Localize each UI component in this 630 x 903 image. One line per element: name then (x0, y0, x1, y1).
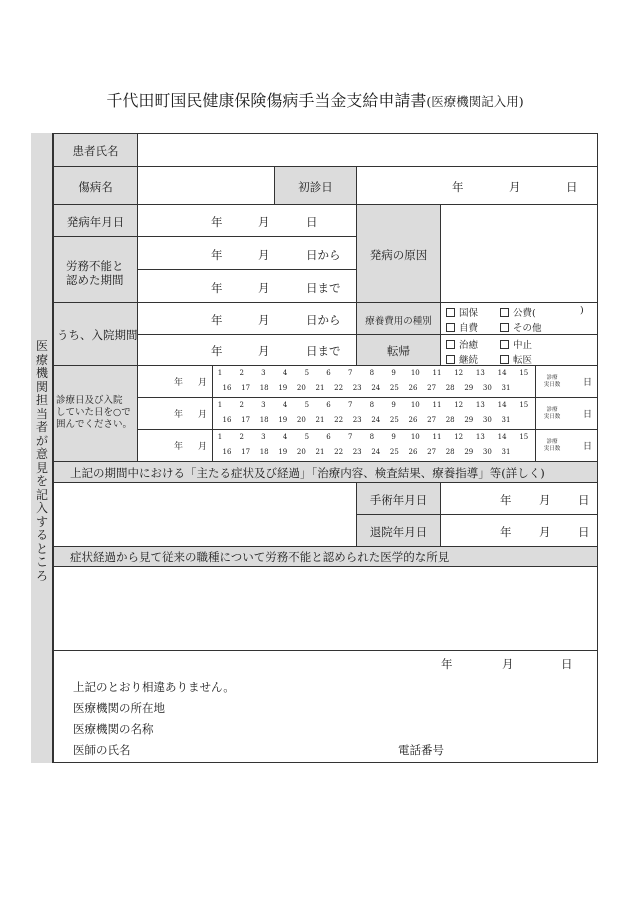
cost-option-sonota[interactable] (500, 320, 542, 334)
calendar-day[interactable]: 16 (222, 416, 232, 424)
visit-note-1: 診療日及び入院 (56, 395, 123, 406)
calendar-total-label-2: 実日数 (543, 446, 561, 452)
hosp-to-day: 日まで (306, 344, 341, 358)
outcome-tenni-label: 転医 (513, 355, 533, 366)
outcome-label: 転帰 (387, 344, 410, 358)
calendar-day[interactable]: 5 (304, 369, 310, 377)
calendar-day[interactable]: 4 (282, 369, 288, 377)
calendar-day[interactable]: 10 (410, 369, 420, 377)
side-label-char: が (35, 433, 48, 448)
outcome-chiyu-label: 治癒 (459, 340, 479, 351)
first-visit-year: 年 (452, 180, 464, 194)
surgery-date-label: 手術年月日 (369, 493, 428, 507)
calendar-day[interactable]: 30 (482, 416, 492, 424)
calendar-day[interactable]: 8 (369, 401, 375, 409)
cost-option-kouhi[interactable] (500, 305, 536, 319)
phone-label: 電話番号 (398, 743, 444, 757)
calendar-day[interactable]: 29 (464, 448, 474, 456)
calendar-year: 年 (174, 410, 184, 420)
calendar-day[interactable]: 28 (445, 448, 455, 456)
calendar-day[interactable]: 2 (239, 433, 244, 441)
calendar-day[interactable]: 17 (241, 448, 251, 456)
calendar-day[interactable]: 1 (217, 369, 223, 377)
side-label-char: 担 (35, 393, 48, 407)
calendar-year: 年 (174, 378, 184, 388)
calendar-day[interactable]: 29 (464, 384, 474, 392)
calendar-day[interactable]: 17 (241, 384, 251, 392)
cause-field[interactable] (440, 204, 598, 303)
title-main: 千代田町国民健康保険傷病手当金支給申請書 (106, 91, 427, 110)
calendar-day[interactable]: 11 (432, 369, 442, 377)
calendar-day[interactable]: 18 (259, 448, 269, 456)
findings-field[interactable] (53, 566, 598, 651)
onset-year: 年 (211, 215, 223, 229)
calendar-day[interactable]: 1 (217, 433, 223, 441)
calendar-day[interactable]: 3 (261, 401, 266, 409)
outcome-option-chiyu[interactable] (446, 337, 478, 351)
title-sub: (医療機関記入用) (426, 94, 524, 109)
calendar-total-label-2: 実日数 (543, 382, 561, 388)
visit-note-2: していた日を○で (56, 407, 131, 418)
page-title (0, 88, 630, 111)
onset-day: 日 (306, 215, 318, 229)
hosp-to-month: 月 (258, 344, 270, 358)
incapacity-to-day: 日まで (306, 281, 341, 295)
sign-month: 月 (502, 657, 514, 671)
calendar-day[interactable]: 4 (282, 433, 288, 441)
calendar-day[interactable]: 6 (326, 369, 331, 377)
calendar-total-label-1: 診療 (546, 375, 558, 381)
calendar-day[interactable]: 7 (347, 369, 353, 377)
onset-date-field[interactable] (137, 204, 357, 237)
cost-type-label: 療養費用の種別 (365, 316, 432, 327)
cost-jihi-label: 自費 (459, 323, 479, 334)
calendar-day[interactable]: 20 (296, 448, 306, 456)
calendar-day[interactable]: 19 (278, 416, 288, 424)
calendar-day[interactable]: 27 (427, 416, 437, 424)
calendar-day[interactable]: 3 (261, 369, 266, 377)
clinic-address-label: 医療機関の所在地 (73, 701, 165, 715)
calendar-day[interactable]: 30 (482, 384, 492, 392)
calendar-day[interactable]: 4 (282, 401, 288, 409)
calendar-day[interactable]: 21 (315, 416, 325, 424)
findings-heading: 症状経過から見て従来の職種について労務不能と認められた医学的な所見 (70, 550, 450, 564)
side-label-char: す (35, 514, 48, 529)
checkbox-icon (446, 355, 455, 364)
calendar-day[interactable]: 28 (445, 416, 455, 424)
calendar-day[interactable]: 8 (369, 369, 375, 377)
calendar-day[interactable]: 26 (408, 448, 418, 456)
calendar-month: 月 (198, 410, 208, 420)
incapacity-label-2: 認めた期間 (66, 273, 124, 287)
calendar-day[interactable]: 6 (326, 401, 331, 409)
calendar-day[interactable]: 12 (454, 369, 464, 377)
calendar-day[interactable]: 9 (391, 433, 396, 441)
side-label-char: こ (35, 555, 48, 569)
calendar-day[interactable]: 9 (391, 369, 396, 377)
first-visit-field[interactable] (356, 166, 598, 205)
checkbox-icon (446, 340, 455, 349)
checkbox-icon (500, 340, 509, 349)
outcome-keizoku-label: 継続 (459, 355, 479, 366)
first-visit-label: 初診日 (298, 180, 333, 194)
calendar-day[interactable]: 31 (501, 384, 511, 392)
visit-note-3: 囲んでください。 (56, 419, 133, 430)
calendar-day[interactable]: 22 (334, 448, 344, 456)
calendar-day[interactable]: 14 (497, 401, 507, 409)
calendar-day[interactable]: 22 (334, 384, 344, 392)
calendar-day[interactable]: 26 (408, 416, 418, 424)
certify-text: 上記のとおり相違ありません。 (73, 680, 235, 694)
calendar-day[interactable]: 27 (427, 384, 437, 392)
surgery-year: 年 (500, 493, 512, 507)
calendar-day[interactable]: 21 (315, 448, 325, 456)
incapacity-from-month: 月 (258, 248, 270, 262)
patient-name-label: 患者氏名 (72, 144, 119, 158)
calendar-total-unit: 日 (583, 378, 593, 388)
calendar-day[interactable]: 15 (519, 401, 529, 409)
calendar-day[interactable]: 6 (326, 433, 331, 441)
side-label-char: ろ (35, 568, 48, 583)
discharge-year: 年 (500, 525, 512, 539)
sign-year: 年 (441, 657, 453, 671)
side-label-char: 療 (35, 352, 48, 367)
calendar-day[interactable]: 5 (304, 433, 310, 441)
incapacity-from-year: 年 (211, 248, 223, 262)
calendar-day[interactable]: 31 (501, 416, 511, 424)
calendar-day[interactable]: 19 (278, 384, 288, 392)
side-label-char: 見 (35, 460, 48, 475)
hosp-to-year: 年 (211, 344, 223, 358)
outcome-option-keizoku[interactable] (446, 352, 478, 366)
side-label-char: 機 (35, 366, 48, 380)
checkbox-icon (500, 323, 509, 332)
incapacity-to-month: 月 (258, 281, 270, 295)
calendar-day[interactable]: 9 (391, 401, 396, 409)
calendar-day[interactable]: 11 (432, 401, 442, 409)
calendar-month: 月 (198, 378, 208, 388)
side-label-char: 関 (35, 379, 48, 394)
onset-date-label: 発病年月日 (66, 215, 125, 229)
calendar-day[interactable]: 12 (454, 401, 464, 409)
calendar-day[interactable]: 25 (389, 384, 399, 392)
checkbox-icon (500, 355, 509, 364)
calendar-day[interactable]: 18 (259, 416, 269, 424)
calendar-day[interactable]: 2 (239, 401, 244, 409)
calendar-day[interactable]: 27 (427, 448, 437, 456)
hosp-from-month: 月 (258, 313, 270, 327)
calendar-day[interactable]: 21 (315, 384, 325, 392)
cost-option-kokuho[interactable] (446, 305, 478, 319)
discharge-date-field[interactable] (440, 514, 598, 547)
calendar-day[interactable]: 16 (222, 448, 232, 456)
calendar-day[interactable]: 24 (371, 448, 381, 456)
calendar-day[interactable]: 24 (371, 384, 381, 392)
calendar-day[interactable]: 10 (410, 401, 420, 409)
cost-option-jihi[interactable] (446, 320, 478, 334)
surgery-month: 月 (539, 493, 551, 507)
calendar-day[interactable]: 26 (408, 384, 418, 392)
incapacity-from-day: 日から (306, 248, 341, 262)
calendar-day[interactable]: 23 (352, 448, 362, 456)
calendar-day[interactable]: 13 (475, 433, 485, 441)
side-label-char: 意 (35, 447, 48, 461)
calendar-day[interactable]: 22 (334, 416, 344, 424)
checkbox-icon (500, 308, 509, 317)
calendar-day[interactable]: 15 (519, 369, 529, 377)
side-label-char: 医 (35, 339, 48, 353)
calendar-day[interactable]: 23 (352, 384, 362, 392)
calendar-day[interactable]: 16 (222, 384, 232, 392)
calendar-day[interactable]: 31 (501, 448, 511, 456)
side-label-char: を (35, 474, 48, 488)
side-label-char: 当 (35, 406, 48, 421)
hosp-from-year: 年 (211, 313, 223, 327)
calendar-day[interactable]: 14 (497, 369, 507, 377)
calendar-year: 年 (174, 442, 184, 452)
calendar-day[interactable]: 17 (241, 416, 251, 424)
cost-sonota-label: その他 (513, 323, 542, 334)
cost-kouhi-label: 公費( (513, 308, 536, 319)
doctor-name-label: 医師の氏名 (73, 743, 131, 757)
side-label-char: と (35, 541, 48, 556)
calendar-day[interactable]: 5 (304, 401, 310, 409)
calendar-day[interactable]: 29 (464, 416, 474, 424)
calendar-day[interactable]: 11 (432, 433, 442, 441)
disease-name-label: 傷病名 (78, 180, 113, 194)
onset-month: 月 (258, 215, 270, 229)
discharge-month: 月 (539, 525, 551, 539)
calendar-day[interactable]: 13 (475, 401, 485, 409)
calendar-day[interactable]: 7 (347, 401, 353, 409)
discharge-day: 日 (578, 525, 590, 539)
calendar-day[interactable]: 23 (352, 416, 362, 424)
calendar-day[interactable]: 18 (259, 384, 269, 392)
calendar-total-label-1: 診療 (546, 439, 558, 445)
disease-name-field[interactable] (137, 166, 275, 205)
calendar-day[interactable]: 25 (389, 448, 399, 456)
surgery-date-field[interactable] (440, 482, 598, 515)
side-label-char: 者 (35, 420, 48, 434)
clinic-name-label: 医療機関の名称 (73, 722, 154, 736)
calendar-day[interactable]: 15 (519, 433, 529, 441)
side-label-char: 記 (35, 487, 48, 502)
hosp-from-day: 日から (306, 313, 341, 327)
checkbox-icon (446, 323, 455, 332)
side-label-char: 入 (35, 501, 48, 515)
hospitalization-label: うち、入院期間 (57, 328, 138, 342)
calendar-day[interactable]: 10 (410, 433, 420, 441)
course-heading: 上記の期間中における「主たる症状及び経過」「治療内容、検査結果、療養指導」等(詳しく) (70, 466, 545, 480)
calendar-day[interactable]: 13 (475, 369, 485, 377)
outcome-option-chushi[interactable] (500, 337, 532, 351)
calendar-day[interactable]: 28 (445, 384, 455, 392)
course-field[interactable] (53, 482, 357, 547)
outcome-option-tenni[interactable] (500, 352, 532, 366)
cost-kouhi-close: ) (580, 305, 584, 316)
discharge-date-label: 退院年月日 (369, 525, 428, 539)
outcome-chushi-label: 中止 (513, 340, 533, 351)
calendar-day[interactable]: 20 (296, 416, 306, 424)
calendar-day[interactable]: 24 (371, 416, 381, 424)
calendar-total-unit: 日 (583, 410, 593, 420)
surgery-day: 日 (578, 493, 590, 507)
calendar-day[interactable]: 1 (217, 401, 223, 409)
calendar-total-unit: 日 (583, 442, 593, 452)
sign-day: 日 (561, 657, 573, 671)
first-visit-day: 日 (566, 180, 578, 194)
calendar-day[interactable]: 30 (482, 448, 492, 456)
calendar-day[interactable]: 3 (261, 433, 266, 441)
first-visit-month: 月 (509, 180, 521, 194)
calendar-day[interactable]: 19 (278, 448, 288, 456)
calendar-day[interactable]: 7 (347, 433, 353, 441)
incapacity-label-1: 労務不能と (66, 259, 124, 273)
calendar-day[interactable]: 25 (389, 416, 399, 424)
calendar-month: 月 (198, 442, 208, 452)
side-label (31, 340, 53, 583)
calendar-total-label-1: 診療 (546, 407, 558, 413)
patient-name-field[interactable] (137, 133, 598, 167)
cause-label: 発病の原因 (369, 248, 428, 262)
calendar-day[interactable]: 14 (497, 433, 507, 441)
calendar-day[interactable]: 12 (454, 433, 464, 441)
incapacity-to-year: 年 (211, 281, 223, 295)
cost-kokuho-label: 国保 (459, 308, 479, 319)
calendar-day[interactable]: 20 (296, 384, 306, 392)
side-label-char: る (35, 528, 48, 542)
checkbox-icon (446, 308, 455, 317)
calendar-day[interactable]: 8 (369, 433, 375, 441)
calendar-day[interactable]: 2 (239, 369, 244, 377)
calendar-total-label-2: 実日数 (543, 414, 561, 420)
